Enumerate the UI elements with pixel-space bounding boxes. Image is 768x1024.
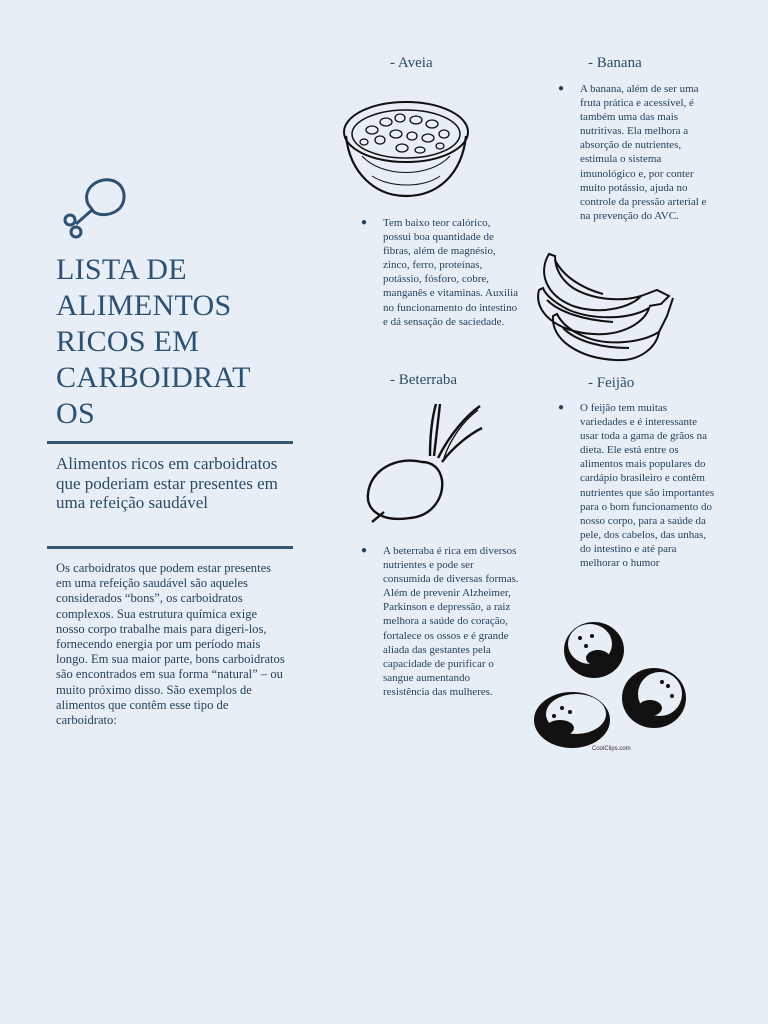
subtitle-divider [47, 546, 293, 549]
chicken-leg-icon [58, 176, 130, 240]
bullet-dot: ● [558, 83, 565, 94]
feijao-text: O feijão tem muitas variedades e é interessante usar toda a gama de grãos na dieta. Ele está entre os alimentos mais populares do cardápio brasileiro e contêm nutrientes que são importantes para o bom funcionamento do nosso corpo, para a saúde da pele, dos cabelos, das unhas, do intestino e até para melhorar o humor [580, 402, 715, 570]
banana-description [558, 82, 716, 223]
aveia-text: Tem baixo teor calórico, possui boa quantidade de fibras, além de magnésio, zinco, ferro, proteínas, potássio, fósforo, cobre, manganês e vitaminas. Auxilia no funcionamento do intestino e dá sensação de saciedade. [383, 217, 519, 328]
title-divider [47, 441, 293, 444]
banana-heading: - Banana [588, 55, 642, 71]
bullet-dot: ● [558, 402, 565, 413]
bullet-dot: ● [361, 217, 368, 228]
aveia-heading: - Aveia [390, 55, 433, 71]
image-credit: CoolClips.com [592, 746, 631, 752]
banana-bunch-icon [533, 250, 678, 366]
beterraba-heading: - Beterraba [390, 372, 458, 388]
bullet-dot: ● [361, 545, 368, 556]
feijao-heading: - Feijão [588, 375, 635, 391]
aveia-description [361, 216, 519, 329]
beterraba-text: A beterraba é rica em diversos nutrientes e pode ser consumida de diversas formas. Além de prevenir Alzheimer, Parkinson e depressão, a raiz melhora a saúde do coração, fortalece os ossos e é grande aliada das gestantes pela capacidade de purificar o sangue aumentando resistência das mulheres. [383, 545, 519, 698]
beterraba-description [361, 544, 519, 699]
intro-paragraph: Os carboidratos que podem estar presentes em uma refeição saudável são aqueles considerados “bons”, os carboidratos complexos. Sua estrutura química exige nosso corpo trabalhe mais para digeri-los, fornecendo energia por um período mais longo. Em sua maior parte, bons carboidratos são encontrados em sua forma “natural” – ou muito próximo disso. São exemplos de alimentos que contêm esse tipo de carboidrato: [56, 561, 285, 728]
oat-bowl-icon [342, 96, 472, 200]
feijao-description [558, 401, 716, 570]
banana-text: A banana, além de ser uma fruta prática e acessível, é também uma das mais nutritivas. Ela melhora a absorção de nutrientes, estimula o sistema imunológico e, por conter muito potássio, ajuda no controle da pressão arterial e na prevenção do AVC. [580, 83, 707, 222]
page-title: LISTA DE ALIMENTOS RICOS EM CARBOIDRAT OS [56, 253, 251, 430]
subtitle: Alimentos ricos em carboidratos que poderiam estar presentes em uma refeição saudável [56, 454, 278, 512]
beet-icon [366, 400, 486, 524]
beans-icon [532, 616, 688, 752]
